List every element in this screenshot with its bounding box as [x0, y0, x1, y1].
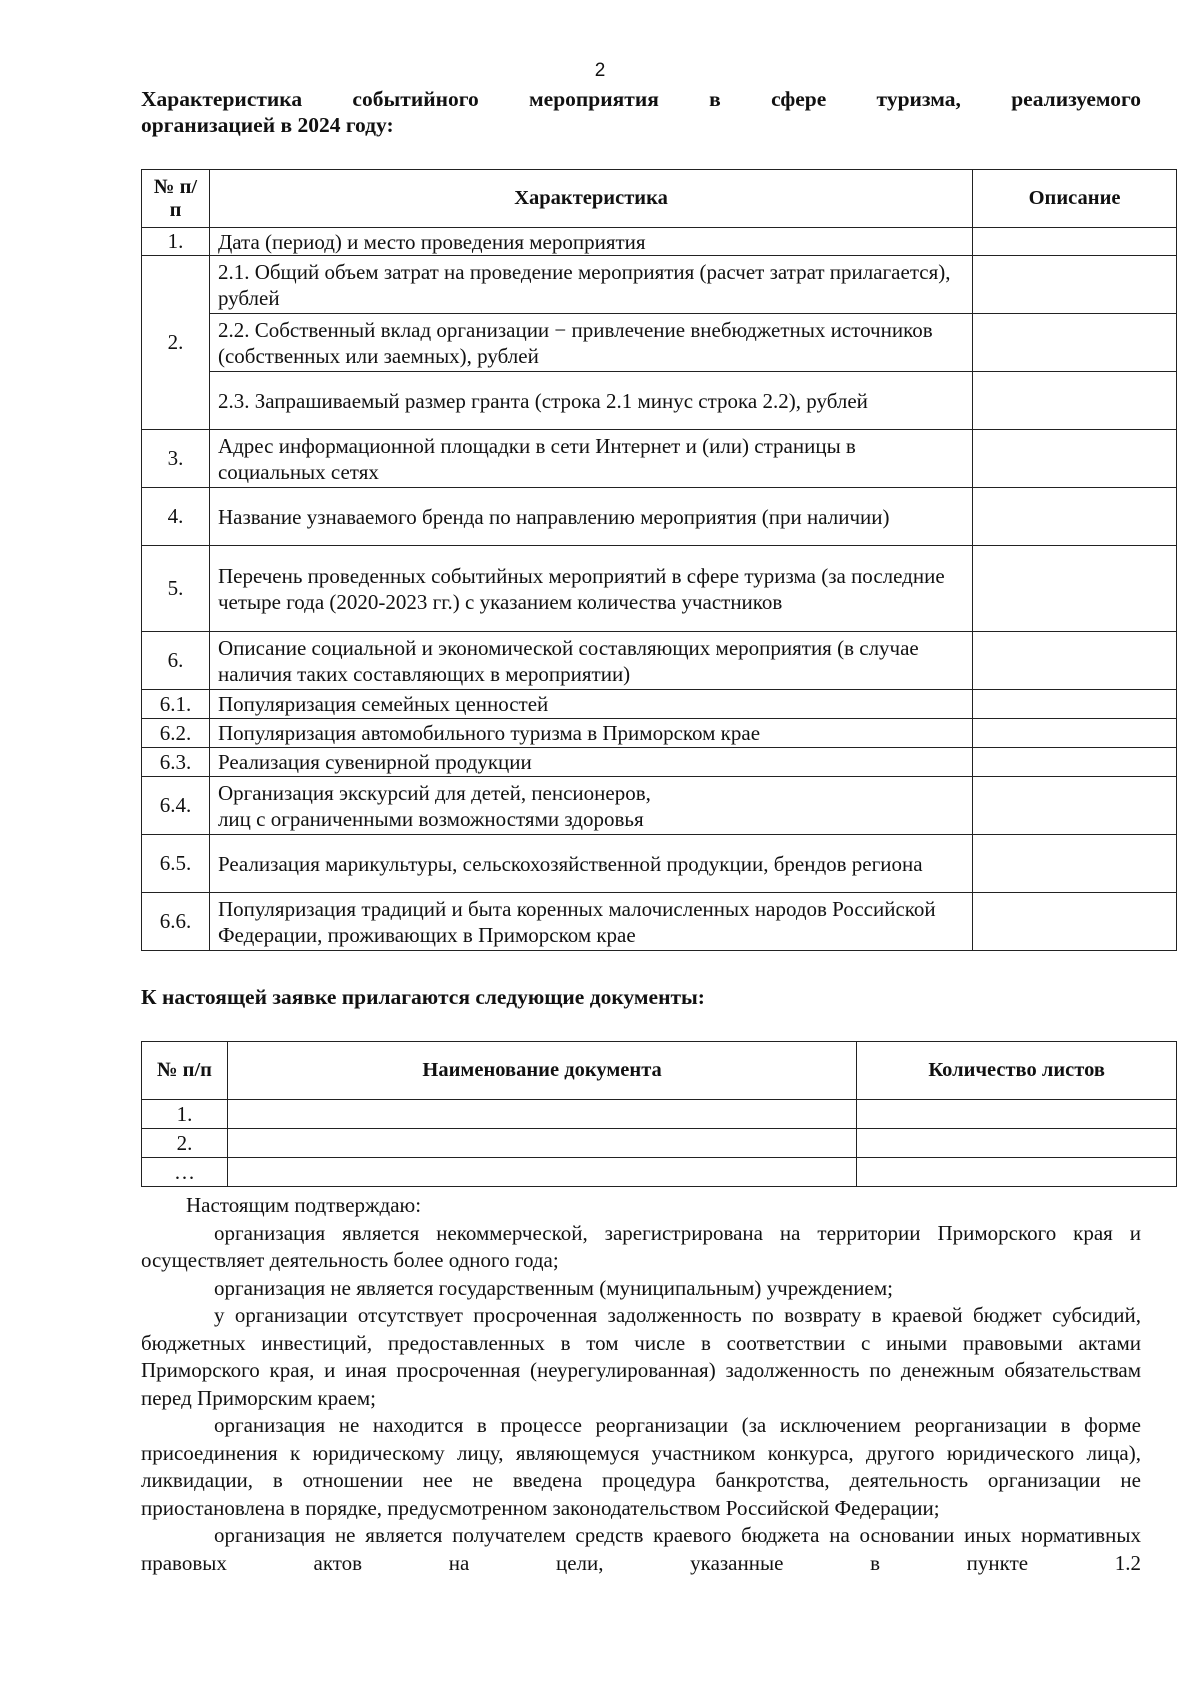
event-characteristics-table	[141, 169, 1177, 951]
row-text: Перечень проведенных событийных мероприятий в сфере туризма (за последние четыре года (2020-2023 гг.) с указанием количества участников	[209, 546, 972, 632]
document-name-cell[interactable]	[227, 1158, 856, 1187]
row-text: Реализация марикультуры, сельскохозяйственной продукции, брендов региона	[209, 835, 972, 893]
attachments-table	[141, 1041, 1177, 1187]
row-number: …	[142, 1158, 228, 1187]
table-row	[142, 1100, 1177, 1129]
row-number: 2.	[142, 256, 210, 430]
row-number: 2.	[142, 1129, 228, 1158]
document-name-cell[interactable]	[227, 1129, 856, 1158]
row-text: Популяризация традиций и быта коренных малочисленных народов Российской Федерации, проживающих в Приморском крае	[209, 893, 972, 951]
row-text: Адрес информационной площадки в сети Интернет и (или) страницы в социальных сетях	[209, 430, 972, 488]
table-row	[142, 228, 1177, 256]
table-row	[142, 488, 1177, 546]
table-heading	[141, 86, 1141, 138]
description-cell[interactable]	[973, 777, 1177, 835]
row-number: 6.5.	[142, 835, 210, 893]
row-text: Реализация сувенирной продукции	[209, 748, 972, 777]
table-row	[142, 430, 1177, 488]
description-cell[interactable]	[973, 256, 1177, 314]
table-row	[142, 690, 1177, 719]
confirmation-section	[141, 1192, 1141, 1577]
table-row	[142, 1129, 1177, 1158]
row-number: 4.	[142, 488, 210, 546]
table-row	[142, 314, 1177, 372]
table-row	[142, 748, 1177, 777]
row-number: 5.	[142, 546, 210, 632]
description-cell[interactable]	[973, 372, 1177, 430]
header-description: Описание	[973, 170, 1177, 228]
description-cell[interactable]	[973, 488, 1177, 546]
description-cell[interactable]	[973, 314, 1177, 372]
description-cell[interactable]	[973, 430, 1177, 488]
description-cell[interactable]	[973, 719, 1177, 748]
description-cell[interactable]	[973, 893, 1177, 951]
header-sheet-count: Количество листов	[857, 1042, 1177, 1100]
table-row	[142, 1158, 1177, 1187]
description-cell[interactable]	[973, 546, 1177, 632]
header-characteristic: Характеристика	[209, 170, 972, 228]
row-text-line-2: лиц с ограниченными возможностями здоровья	[217, 806, 644, 831]
table-header-row	[142, 170, 1177, 228]
confirmation-paragraph: организация не является государственным (муниципальным) учреждением;	[214, 1275, 893, 1300]
row-text: Популяризация семейных ценностей	[209, 690, 972, 719]
table-row	[142, 632, 1177, 690]
header-number: № п/п	[142, 1042, 228, 1100]
table-row	[142, 372, 1177, 430]
row-number: 3.	[142, 430, 210, 488]
confirmation-paragraph: организация не является получателем средств краевого бюджета на основании иных нормативных правовых актов на цели, указанные в пункте 1.2	[141, 1523, 1141, 1575]
confirmation-intro: Настоящим подтверждаю:	[186, 1193, 422, 1217]
table-row	[142, 893, 1177, 951]
table-row	[142, 256, 1177, 314]
confirmation-paragraph: организация не находится в процессе реорганизации (за исключением реорганизации в форме присоединения к юридическому лицу, являющемуся участником конкурса, другого юридического лица), ликвидации, в отношении нее не введена процедура банкротства, деятельность организации не приостановлена в порядке, предусмотренном законодательством Российской Федерации;	[141, 1413, 1141, 1520]
header-number: № п/п	[142, 170, 210, 228]
row-text: Название узнаваемого бренда по направлению мероприятия (при наличии)	[209, 488, 972, 546]
row-text: Описание социальной и экономической составляющих мероприятия (в случае наличия таких составляющих в мероприятии)	[209, 632, 972, 690]
attachments-header-row	[142, 1042, 1177, 1100]
row-text: 2.3. Запрашиваемый размер гранта (строка 2.1 минус строка 2.2), рублей	[209, 372, 972, 430]
attachments-heading: К настоящей заявке прилагаются следующие документы:	[141, 985, 705, 1009]
row-number: 6.2.	[142, 719, 210, 748]
row-number: 6.	[142, 632, 210, 690]
row-text: 2.1. Общий объем затрат на проведение мероприятия (расчет затрат прилагается), рублей	[209, 256, 972, 314]
table-heading-line-1: Характеристика событийного мероприятия в сфере туризма, реализуемого	[141, 87, 1141, 111]
description-cell[interactable]	[973, 228, 1177, 256]
header-document-name: Наименование документа	[227, 1042, 856, 1100]
row-number: 6.6.	[142, 893, 210, 951]
table-row	[142, 719, 1177, 748]
row-text: Популяризация автомобильного туризма в Приморском крае	[209, 719, 972, 748]
table-row	[142, 835, 1177, 893]
row-text: 2.2. Собственный вклад организации − привлечение внебюджетных источников (собственных или заемных), рублей	[209, 314, 972, 372]
sheet-count-cell[interactable]	[857, 1100, 1177, 1129]
description-cell[interactable]	[973, 632, 1177, 690]
confirmation-paragraph: у организации отсутствует просроченная задолженность по возврату в краевой бюджет субсидий, бюджетных инвестиций, предоставленных в том числе в соответствии с иными правовыми актами Приморского края, и иная просроченная (неурегулированная) задолженность по денежным обязательствам перед Приморским краем;	[141, 1303, 1141, 1410]
row-text: Дата (период) и место проведения мероприятия	[209, 228, 972, 256]
document-name-cell[interactable]	[227, 1100, 856, 1129]
row-number: 1.	[142, 228, 210, 256]
table-row	[142, 546, 1177, 632]
table-row	[142, 777, 1177, 835]
confirmation-paragraph: организация является некоммерческой, зарегистрирована на территории Приморского края и осуществляет деятельность более одного года;	[141, 1220, 1141, 1272]
row-number: 1.	[142, 1100, 228, 1129]
row-number: 6.3.	[142, 748, 210, 777]
page-number: 2	[594, 60, 606, 81]
description-cell[interactable]	[973, 748, 1177, 777]
description-cell[interactable]	[973, 835, 1177, 893]
row-text	[209, 777, 972, 835]
row-number: 6.1.	[142, 690, 210, 719]
row-number: 6.4.	[142, 777, 210, 835]
sheet-count-cell[interactable]	[857, 1158, 1177, 1187]
table-heading-line-2: организацией в 2024 году:	[141, 113, 394, 137]
row-text-line-1: Организация экскурсий для детей, пенсионеров,	[217, 780, 651, 805]
sheet-count-cell[interactable]	[857, 1129, 1177, 1158]
description-cell[interactable]	[973, 690, 1177, 719]
